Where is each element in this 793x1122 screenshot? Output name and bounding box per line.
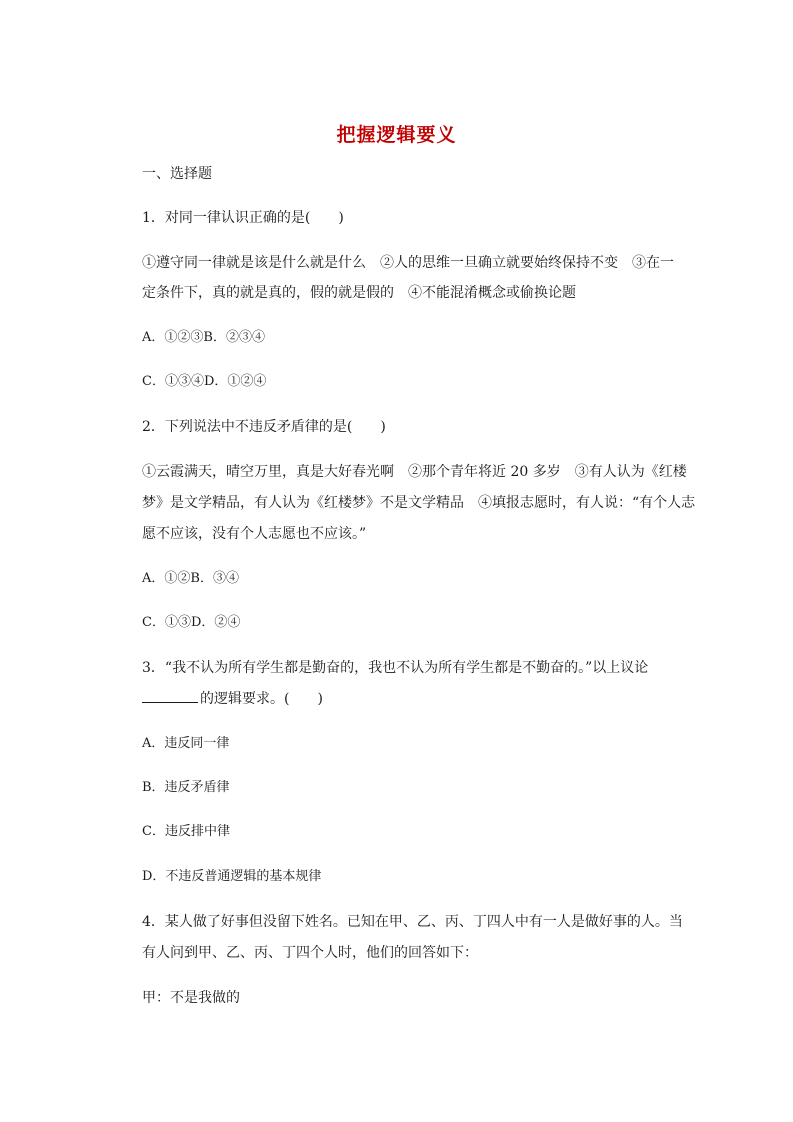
question-1-options-cd: C．①③④D．①②④ [142,374,267,389]
question-3-option-d: D．不违反普通逻辑的基本规律 [142,869,322,884]
question-1-statement-line-2: 定条件下，真的就是真的，假的就是假的 ④不能混淆概念或偷换论题 [142,285,576,301]
answer-blank [142,688,198,703]
question-3-stem-line-2-wrap [142,688,682,710]
question-2-options-cd: C．①③D．②④ [142,615,241,630]
question-4-answer-1: 甲：不是我做的 [142,990,240,1006]
question-2-options-ab: A．①②B．③④ [142,571,239,586]
question-3-option-a: A．违反同一律 [142,736,230,751]
question-1-options-ab: A．①②③B．②③④ [142,330,265,345]
question-2-statement-line-1: ①云霞满天，晴空万里，真是大好春光啊 ②那个青年将近 20 多岁 ③有人认为《红楼 [142,464,687,480]
question-2-stem: 2．下列说法中不违反矛盾律的是( ) [142,419,386,435]
section-heading: 一、选择题 [142,166,212,182]
question-3-stem-line-1: 3．“我不认为所有学生都是勤奋的，我也不认为所有学生都是不勤奋的。”以上议论 [142,660,649,676]
question-2-statement-line-3: 愿不应该，没有个人志愿也不应该。” [142,526,367,542]
document-title: 把握逻辑要义 [336,124,457,146]
question-4-stem-line-1: 4．某人做了好事但没留下姓名。已知在甲、乙、丙、丁四人中有一人是做好事的人。当 [142,914,683,930]
question-3-option-b: B．违反矛盾律 [142,780,230,795]
question-4-stem-line-2: 有人问到甲、乙、丙、丁四个人时，他们的回答如下： [142,945,478,961]
question-1-stem: 1．对同一律认识正确的是( ) [142,210,344,226]
question-2-statement-line-2: 梦》是文学精品，有人认为《红楼梦》不是文学精品 ④填报志愿时，有人说：“有个人志 [142,495,696,511]
question-1-statement-line-1: ①遵守同一律就是该是什么就是什么 ②人的思维一旦确立就要始终保持不变 ③在一 [142,255,674,271]
question-3-stem-line-2: 的逻辑要求。( ) [200,691,323,707]
question-3-option-c: C．违反排中律 [142,824,230,839]
